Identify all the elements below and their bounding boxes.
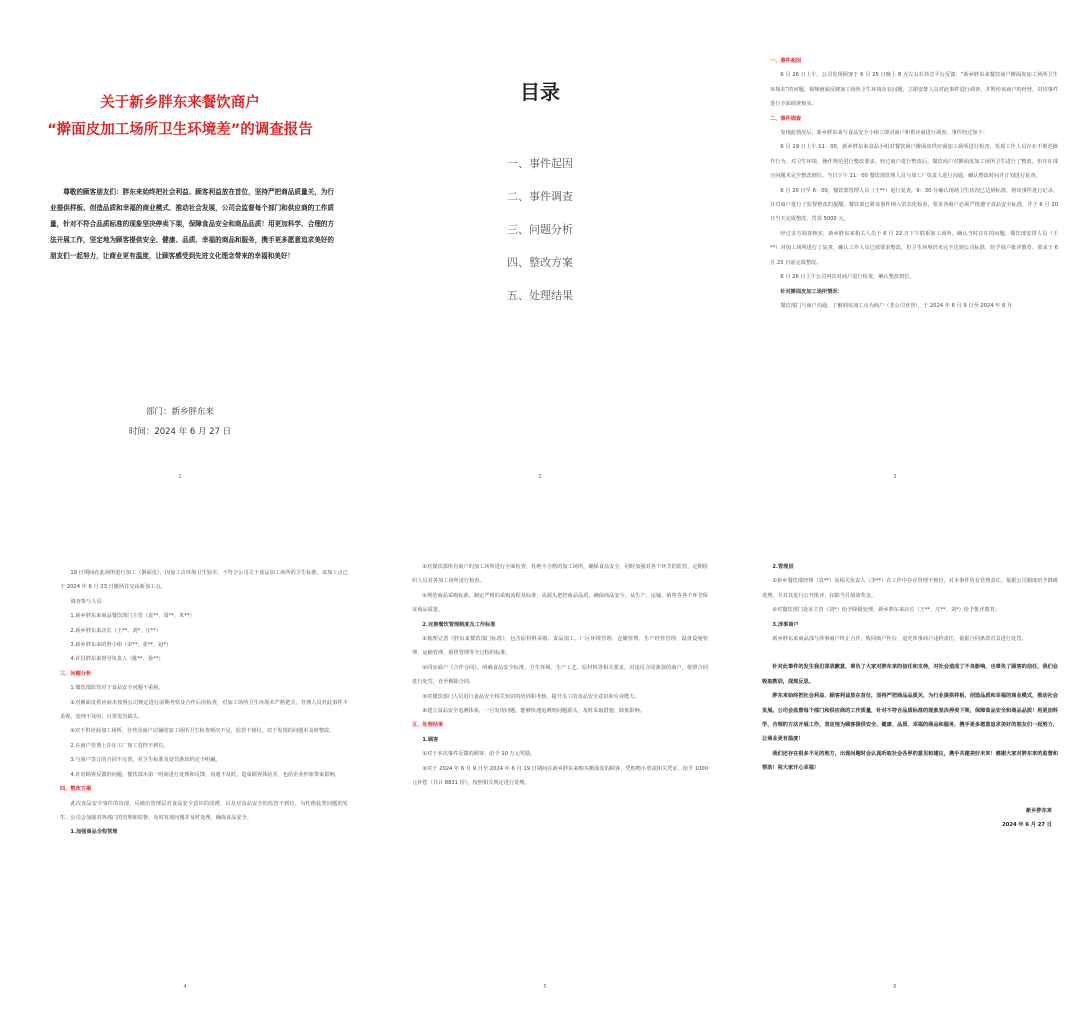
page-6 bbox=[720, 520, 1070, 1000]
paragraph: 2.在商户管理上存在工厂加工管控不到位。 bbox=[70, 742, 169, 749]
subheading: 1.加强商品全程管理 bbox=[70, 829, 118, 836]
paragraph: 新乡胖东来商品部与涉事商户终止合作，收回商户柜台，追究涉事商户违约责任，依据合同条款对其进行处罚。 bbox=[772, 636, 1027, 643]
paragraph: ①新乡餐饮部经理（袁**）及相关负责人（李**）在工作中存在管理不到位，对本事件负有管理责任，依据公司制度给予降级处理，并对其进行公开批评，扣除当月绩效奖金。 bbox=[762, 578, 1058, 599]
list-item: 1.新乡胖东来商品餐饮部门主管（袁**、周**、朱**） bbox=[70, 613, 195, 620]
toc-item[interactable]: 四、整改方案 bbox=[507, 256, 573, 269]
page-number: 2 bbox=[538, 474, 542, 480]
paragraph: ②对于供应商加工场所，自营及商户店铺的加工场所卫生检查频次不足，监管不到位，对于发现的问题未及时整改。 bbox=[70, 728, 335, 735]
paragraph: 6 月 26 日上午公司再次对商户进行检查，确认整改到位。 bbox=[780, 274, 915, 281]
toc-item[interactable]: 五、处理结果 bbox=[507, 289, 573, 302]
cover-intro: 尊敬的顾客朋友们：胖东来始终把社会利益、顾客利益放在首位，坚持严把商品质量关，为行业提供样板、创造品质和幸福的商业模式、推动社会发展，公司会监督每个部门和供应商的工作质量，针对不符合品质标准的现象坚决停卖下架，保障食品安全和商品品质！用更加科学、合理的方法开展工作，坚定地为顾客提供安全、健康、品质、幸福的商品和服务，携手更多愿意追求美好的朋友们一起努力，让商业更有温度，让顾客感受到先进文化理念带来的幸福和美好！ bbox=[50, 188, 334, 260]
signature-dept: 新乡胖东来 bbox=[1026, 807, 1052, 814]
page-body bbox=[720, 520, 1070, 833]
paragraph: 6 月 19 日上午 11：00，新乡胖东来食品小组对餐饮商户擀面皮供应商加工场所进行检查，发现工作人员存在不规范操作行为，对卫生环境、操作规范进行整改要求，经过商户进行整改后，餐饮商户对擀面皮加工场所卫生进行了整改，但存在部分问题未完全整改到位。当日下午 11：00 餐饮部管理人员与加工厂负责人进行沟通，确认整改时间并计划进行复查。 bbox=[770, 144, 1058, 180]
paragraph: ①对餐饮部所有商户的加工场所进行全面检查，杜绝不合格的加工场所，确保食品安全，同时加强对各个环节的监管，定期组织人员对各加工场所进行检查。 bbox=[412, 564, 708, 585]
paragraph: 19 日期间在此场所进行加工（擀面皮），因加工点环境卫生较差，不符合公司关于食品加工场所的卫生标准，该加工点已于 2024 年 6 月 23 日撤场并交由新加工点。 bbox=[60, 570, 348, 591]
subheading: 2.完善餐饮管理制度及工作标准 bbox=[422, 621, 496, 628]
closing-paragraph: 针对此事件的发生我们深表歉意，辜负了大家对胖东来的信任和支持，对社会造成了不良影响，也辜负了顾客的信任，我们会吸取教训，深刻反思。 bbox=[762, 664, 1058, 685]
paragraph: ②对餐饮部门处室主管（刘*）给予降级处理，新乡胖东来店长（王**、庄**、刘*）给予批评教育。 bbox=[772, 607, 1001, 614]
paragraph: 1.餐饮部监管对于食品安全问题不重视。 bbox=[70, 685, 164, 692]
cover-title-line1: 关于新乡胖东来餐饮商户 bbox=[100, 95, 260, 111]
list-item: 2.新乡胖东来店长（王**、刘*、庄**） bbox=[70, 627, 161, 634]
toc-item[interactable]: 三、问题分析 bbox=[507, 223, 573, 236]
toc-title: 目录 bbox=[520, 80, 560, 104]
page-number: 5 bbox=[543, 984, 547, 990]
page-5 bbox=[370, 520, 720, 1000]
section-heading: 二、事件调查 bbox=[770, 115, 802, 122]
page-body bbox=[10, 520, 360, 840]
paragraph: 此次食品安全事件的出现，反映出管理层对食品安全意识的淡薄，以及对食品安全的监管不到位。为杜绝此类问题的发生，公司会加强对各部门的管理和监督，及时发现问题并及时处理，确保食品安全。 bbox=[60, 800, 348, 821]
cover-dept: 部门：新乡胖东来 bbox=[145, 407, 214, 417]
subheading: 3.涉事商户 bbox=[772, 621, 799, 628]
paragraph: ②规范商品采购标准，制定严格的采购流程及标准，从源头把控商品品质，确保商品安全，从生产、运输、销售等各个环节保证商品质量。 bbox=[412, 592, 708, 614]
paragraph: 餐饮部门与商户沟通，了解到该加工点为商户（非公司直营），于 2024 年 6 月 9 日至 2024 年 6 月 bbox=[780, 302, 1013, 309]
subheading: 2.管理层 bbox=[772, 564, 794, 570]
list-item: 3.新乡胖东来的督小组（宋**、张**、赵*） bbox=[70, 642, 172, 649]
paragraph: 3.与商户签订的合同不完善，对卫生标准及处罚条款约定不明确。 bbox=[70, 757, 221, 764]
page-toc bbox=[370, 20, 710, 490]
page-number: 1 bbox=[178, 474, 182, 480]
paragraph: 4.针对顾客反馈的问题，餐饮部未第一时间进行处理和反馈，沟通不及时，造成顾客体验差，也给企业形象带来影响。 bbox=[70, 771, 340, 778]
page-body bbox=[720, 20, 1070, 313]
paragraph: 调查参与人员 bbox=[70, 598, 102, 605]
paragraph: ①对擀面皮供应商未按照公司规定进行前期考察及合作后的检查，对加工场所卫生环境未严格把关，管理人员对此事件不重视，处理不及时，日常监管缺失。 bbox=[60, 699, 348, 721]
subheading: 1.顾客 bbox=[422, 736, 439, 743]
paragraph: 经过多方调查核实，新乡胖东来相关人员于 6 月 22 日下午联系加工场所，确认当时存在的问题，餐饮部安排人员（王**）对加工场所进行了复查，确认工作人员已按要求整改，但卫生环境仍未完全达到公司标准，给予商户批评教育，要求于 6 月 23 日前完成整改。 bbox=[770, 230, 1058, 266]
toc-list bbox=[370, 147, 710, 312]
paragraph: ①梳理完善《胖东来餐饮部门标准》，包含原材料采购、食品加工、厂区环境管理、仓储管理、生产经营管理、设备设施管理、运输管理、销售管理等全过程的标准。 bbox=[412, 636, 708, 657]
section-heading: 四、整改方案 bbox=[60, 786, 92, 793]
section-heading: 五、处理结果 bbox=[412, 722, 444, 729]
list-item: 4.许昌胖东来督导负责人（陈**、孙**） bbox=[70, 656, 164, 663]
page-body bbox=[370, 520, 720, 791]
page-4 bbox=[10, 520, 360, 1000]
page-3 bbox=[720, 20, 1070, 490]
toc-item[interactable]: 一、事件起因 bbox=[507, 157, 573, 170]
toc-item[interactable]: 二、事件调查 bbox=[507, 190, 573, 203]
paragraph: 6 月 20 日早 6：00，餐饮部管理人员（王**）进行复查，9：30 分确认现场卫生状况已达到标准，将该事件进行记录，并对商户进行了监督整改的提醒。餐饮部已将该事件纳入常态化检查，要求各商户必须严格遵守食品安全标准，并于 6 月 20 日当天完成整改，罚款 5000 元。 bbox=[770, 187, 1058, 223]
section-heading: 一、事件起因 bbox=[770, 58, 802, 64]
paragraph: ②同步商户《合作合同》，明确食品安全标准、卫生环境、生产工艺、原材料等相关要求，对违反合同条款的商户，依照合同进行处罚，直至解除合同。 bbox=[412, 664, 708, 686]
page-number: 6 bbox=[893, 984, 897, 990]
page-number: 4 bbox=[183, 984, 187, 990]
paragraph: ④建立食品安全追溯体系，一旦发现问题，能够快速追溯到问题源头，及时采取措施，降低影响。 bbox=[422, 708, 645, 715]
paragraph: 发现此情况后，新乡胖东来与食品安全小组立即对商户和供应商进行调查。事件经过如下： bbox=[780, 130, 988, 137]
page-number: 3 bbox=[893, 474, 897, 480]
paragraph: ①对于本次事件反馈的顾客，给予 10 万元奖励。 bbox=[422, 751, 536, 758]
paragraph: ②对于 2024 年 6 月 9 日至 2024 年 6 月 19 日期间在新乡胖东来购买擀面皮的顾客，凭购物小票或相关凭证，给予 1000 元补偿（共计 8831 份），按照相关规定进行处理。 bbox=[412, 765, 708, 787]
closing-paragraph: 胖东来始终把社会利益、顾客利益放在首位，坚持严把商品品质关，为行业提供样板，创造品质和幸福的商业模式，推动社会发展。公司会监督每个部门和供应商的工作质量，针对不符合品质标准的现象坚决停卖下架，保障食品安全和商品品质！用更加科学、合理的方法开展工作，坚定地为顾客提供安全、健康、品质、幸福的商品和服务，携手更多愿意追求美好的朋友们一起努力，让商业更有温度！ bbox=[762, 693, 1058, 743]
closing-paragraph: 我们还存在很多不足的地方，出现问题时会认真听取社会各界的意见和建议，携手共建美好未来！感谢大家对胖东来的监督和帮助！祝大家开心幸福！ bbox=[762, 750, 1058, 772]
cover-title-line2: “擀面皮加工场所卫生环境差”的调查报告 bbox=[47, 122, 313, 138]
subheading: 针对擀面皮加工场所情况： bbox=[780, 288, 843, 295]
section-heading: 三、问题分析 bbox=[60, 670, 92, 677]
cover-date: 时间：2024 年 6 月 27 日 bbox=[128, 427, 232, 437]
paragraph: ③对餐饮部门人员进行食品安全相关知识的培训和考核，提升员工的食品安全意识和专业能力。 bbox=[422, 693, 640, 700]
cover-title bbox=[10, 90, 350, 144]
signature-date: 2024 年 6 月 27 日 bbox=[1002, 822, 1052, 829]
page-cover bbox=[10, 20, 350, 490]
paragraph: 6 月 26 日上午，公司发现顾客于 6 月 25 日晚上 8 点左右在抖音平台反馈：“新乡胖东来餐饮商户擀面皮加工场所卫生环境差”的问题，视频画面反映加工场所卫生环境存在问题，立即安排人员对此事件进行调查，并暂停该商户的经营，对该事件进行全面调查核实。 bbox=[770, 72, 1059, 108]
